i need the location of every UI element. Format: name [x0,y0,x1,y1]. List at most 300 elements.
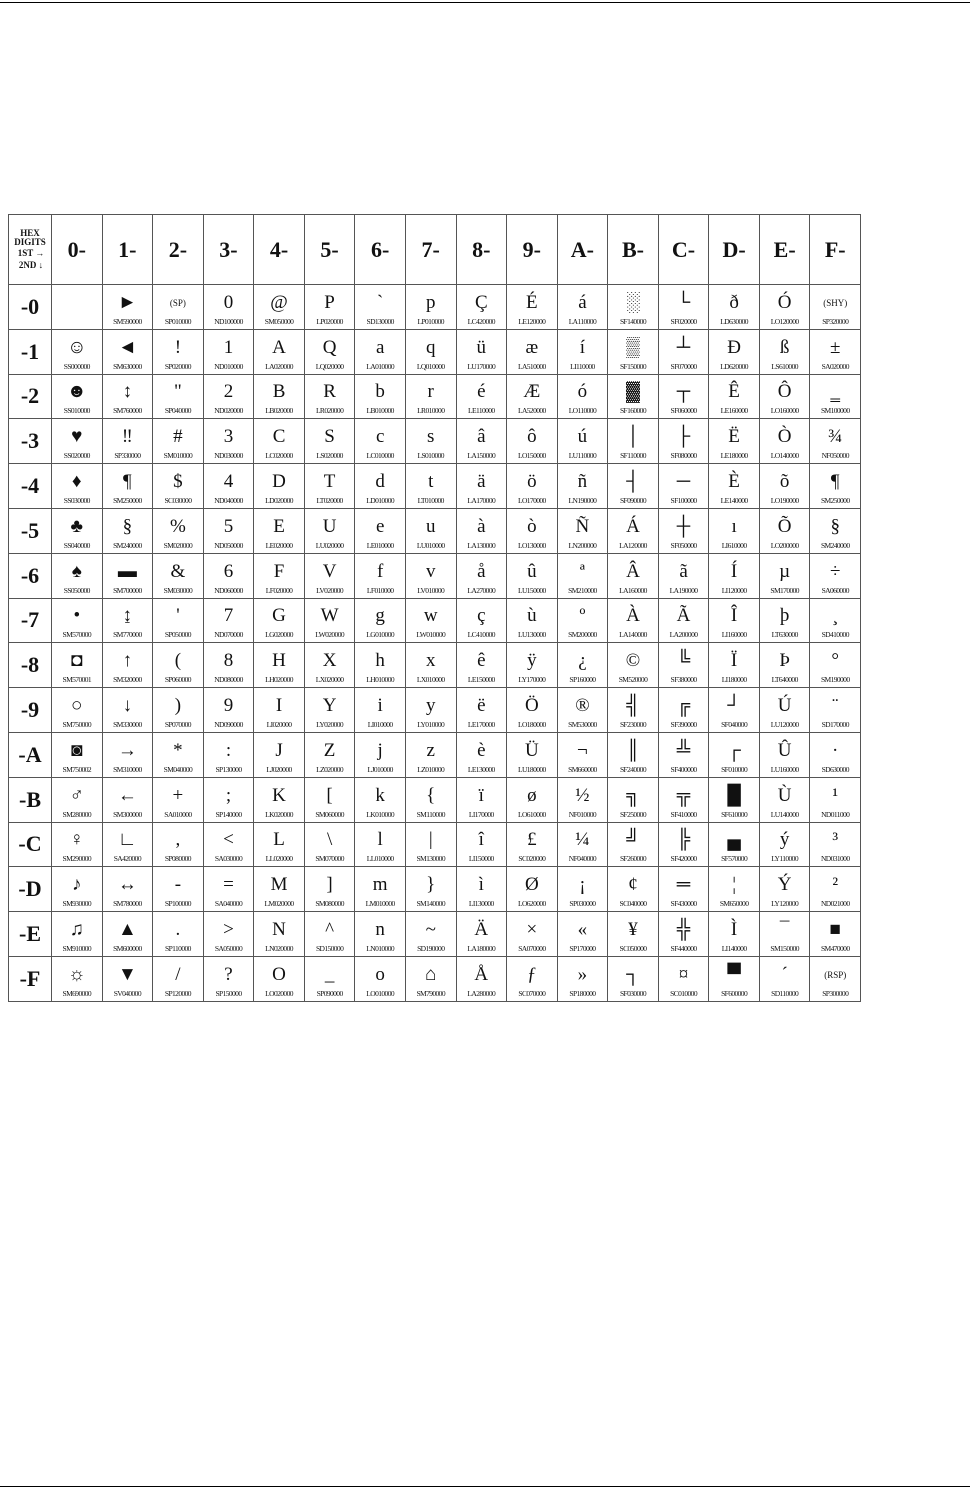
code-point-cell [608,777,659,822]
code-point-cell [304,822,355,867]
glyph-id-code: LE170000 [467,720,495,730]
table-row [9,688,861,733]
glyph: ‼ [121,426,133,448]
code-point-cell [355,822,406,867]
glyph: ◘ [71,650,83,672]
glyph: ê [477,650,486,672]
glyph: ¢ [628,874,638,896]
glyph: º [579,605,586,627]
code-point-cell [304,329,355,374]
glyph: ¯ [779,919,790,941]
glyph: ü [476,336,487,358]
glyph: ª [579,560,586,582]
glyph: ║ [626,739,640,761]
glyph-id-code: SM570000 [62,630,92,640]
glyph: ; [225,784,232,806]
glyph: E [273,515,285,537]
column-header: F- [810,215,861,285]
code-point-cell [355,285,406,330]
glyph-id-code: LJ010000 [367,764,393,774]
code-point-cell [759,419,810,464]
code-point-cell [254,867,305,912]
code-point-cell [759,285,810,330]
glyph-id-code: LE010000 [366,540,394,550]
glyph: ┴ [676,336,691,358]
glyph: Â [626,560,640,582]
glyph: ' [176,605,180,627]
code-point-cell [557,643,608,688]
code-point-cell [153,553,204,598]
glyph: Ä [474,919,489,941]
code-point-cell [102,777,153,822]
glyph: å [477,560,486,582]
code-point-cell [52,688,103,733]
code-point-cell [709,956,760,1001]
code-point-cell [304,553,355,598]
glyph-id-code: LB020000 [265,406,293,416]
glyph-id-code: LL010000 [366,854,394,864]
code-point-cell [759,822,810,867]
glyph-id-code: LE110000 [467,406,495,416]
code-point-cell [810,822,861,867]
code-point-cell [355,912,406,957]
glyph-id-code: SM130000 [416,854,445,864]
glyph-id-code: LO620000 [517,899,546,909]
glyph: \ [326,829,333,851]
code-point-cell [759,598,810,643]
glyph: ¨ [832,695,839,717]
glyph: â [477,426,486,448]
glyph-id-code: LU010000 [416,540,445,550]
code-point-cell [52,285,103,330]
glyph: ┐ [626,963,640,985]
glyph: i [377,695,383,717]
glyph: û [527,560,537,582]
table-row [9,285,861,330]
glyph-id-code: ND090000 [214,720,243,730]
code-point-cell [658,419,709,464]
code-point-cell [254,553,305,598]
code-point-cell [658,374,709,419]
code-point-cell [759,956,810,1001]
row-header: -5 [9,508,52,553]
glyph: Ò [777,426,792,448]
table-row [9,912,861,957]
glyph-id-code: SC010000 [670,988,697,998]
code-point-cell [608,374,659,419]
glyph-id-code: LK010000 [366,809,394,819]
glyph: ÷ [830,560,841,582]
glyph: @ [270,291,288,313]
glyph: A [272,336,286,358]
glyph: ! [174,336,182,358]
glyph: ▓ [626,381,640,403]
glyph: 0 [223,291,234,313]
glyph-id-code: SM040000 [163,764,193,774]
code-point-cell [254,508,305,553]
glyph: î [478,829,484,851]
glyph-id-code: SP040000 [164,406,191,416]
glyph: ■ [829,919,841,941]
code-point-cell [102,688,153,733]
glyph: ã [679,560,688,582]
glyph-id-code: SM570001 [62,675,92,685]
code-point-cell [557,508,608,553]
code-point-cell [709,598,760,643]
glyph: Z [323,739,336,761]
glyph-id-code: LD020000 [265,496,293,506]
code-point-cell [153,732,204,777]
glyph-id-code: SP300000 [822,988,849,998]
glyph: § [122,515,133,537]
code-point-cell [52,643,103,688]
glyph: ¿ [578,650,587,672]
code-point-cell [405,374,456,419]
glyph-id-code: LY170000 [518,675,546,685]
glyph: ı [731,515,737,537]
code-point-cell [52,508,103,553]
glyph-id-code: ND100000 [214,316,243,326]
code-point-cell [557,464,608,509]
code-point-cell [557,688,608,733]
glyph: Í [730,560,738,582]
code-point-cell [709,822,760,867]
glyph: + [172,784,184,806]
code-point-cell [810,464,861,509]
glyph: (RSP) [824,969,847,980]
glyph: ? [224,963,233,985]
glyph-id-code: SM190000 [820,675,850,685]
code-point-cell [153,374,204,419]
glyph-id-code: SS000000 [63,361,90,371]
glyph: é [477,381,486,403]
glyph: a [375,336,385,358]
glyph: ← [117,784,137,806]
code-point-cell [203,912,254,957]
glyph: È [728,471,740,493]
glyph-id-code: SM290000 [62,854,92,864]
glyph-id-code: LI610000 [721,540,747,550]
glyph: è [477,739,486,761]
glyph: ∟ [118,829,137,851]
glyph-id-code: SF440000 [670,944,697,954]
glyph-id-code: SP170000 [569,944,596,954]
code-point-cell [658,464,709,509]
code-point-cell [254,464,305,509]
code-point-cell [658,285,709,330]
glyph-id-code: LD620000 [720,361,748,371]
glyph: Ð [727,336,741,358]
code-point-cell [456,777,507,822]
code-point-cell [709,643,760,688]
code-point-cell [608,822,659,867]
code-point-cell [304,732,355,777]
table-row [9,374,861,419]
glyph-id-code: LE150000 [467,675,495,685]
code-point-cell [810,329,861,374]
code-point-cell [102,419,153,464]
glyph-id-code: SM320000 [113,675,142,685]
glyph: } [426,874,436,896]
glyph: Ý [777,874,792,896]
code-point-cell [203,329,254,374]
code-point-cell [355,598,406,643]
code-point-cell [709,508,760,553]
code-point-cell [608,508,659,553]
code-point-cell [456,285,507,330]
glyph-id-code: SS040000 [63,540,90,550]
code-point-cell [658,822,709,867]
code-point-cell [203,464,254,509]
glyph: ↓ [122,695,133,717]
glyph: ½ [575,784,590,806]
code-point-cell [810,732,861,777]
glyph-id-code: SM530000 [568,720,597,730]
glyph: Ê [728,381,740,403]
glyph-id-code: SM630000 [113,361,142,371]
code-point-cell [557,822,608,867]
glyph-id-code: LI120000 [721,585,747,595]
code-point-cell [759,777,810,822]
glyph: ƒ [527,963,537,985]
code-point-cell [507,643,558,688]
glyph: ─ [676,471,691,493]
code-point-cell [254,956,305,1001]
code-point-cell [102,822,153,867]
glyph: þ [779,605,790,627]
code-point-cell [405,956,456,1001]
glyph-id-code: LY010000 [417,720,445,730]
glyph: D [272,471,286,493]
glyph-id-code: SA020000 [821,361,849,371]
glyph: Ã [676,605,691,627]
glyph-id-code: SF080000 [670,451,697,461]
code-point-cell [658,508,709,553]
glyph: M [270,874,288,896]
code-point-cell [203,553,254,598]
code-point-cell [355,643,406,688]
glyph-id-code: LP010000 [417,316,444,326]
glyph-id-code: LO200000 [770,540,799,550]
glyph-id-code: LA510000 [517,361,546,371]
row-header: -9 [9,688,52,733]
glyph-id-code: SM080000 [315,899,344,909]
code-point-cell [709,464,760,509]
code-point-cell [507,553,558,598]
glyph: ┌ [727,739,741,761]
glyph-id-code: LC010000 [366,451,394,461]
glyph: J [275,739,283,761]
glyph: ñ [577,471,588,493]
glyph: Ø [524,874,539,896]
glyph-id-code: SS050000 [63,585,90,595]
glyph: ø [527,784,537,806]
code-point-cell [456,643,507,688]
glyph: ◄ [117,336,137,358]
glyph: µ [779,560,791,582]
glyph-id-code: SM060000 [315,809,344,819]
code-point-cell [102,956,153,1001]
glyph-id-code: LA180000 [467,944,496,954]
glyph-id-code: LK020000 [265,809,293,819]
code-point-cell [810,867,861,912]
glyph-id-code: LO150000 [517,451,546,461]
glyph: Î [730,605,738,627]
column-header: A- [557,215,608,285]
code-point-cell [810,598,861,643]
glyph-id-code: LU140000 [770,809,799,819]
glyph-id-code: LY020000 [316,720,344,730]
code-point-cell [709,553,760,598]
column-header: 0- [52,215,103,285]
glyph-id-code: SM240000 [113,540,142,550]
column-header: D- [709,215,760,285]
glyph-id-code: SM650000 [719,899,749,909]
glyph-id-code: LO010000 [366,988,394,998]
code-point-cell [507,508,558,553]
column-header: 2- [153,215,204,285]
glyph-id-code: LE120000 [518,316,546,326]
code-point-cell [456,464,507,509]
glyph-id-code: LU020000 [315,540,344,550]
glyph-id-code: SM210000 [568,585,597,595]
code-point-cell [102,867,153,912]
glyph: ú [577,426,588,448]
glyph: ⌂ [425,963,437,985]
glyph: W [320,605,339,627]
glyph: 6 [223,560,234,582]
code-point-cell [759,553,810,598]
glyph-id-code: SF390000 [670,720,697,730]
glyph-id-code: LA020000 [265,361,293,371]
glyph: ° [831,650,840,672]
glyph-id-code: LO140000 [770,451,799,461]
glyph: └ [676,291,691,313]
glyph-id-code: LU180000 [517,764,546,774]
glyph-id-code: SM140000 [416,899,445,909]
code-point-cell [405,867,456,912]
code-point-cell [254,822,305,867]
code-point-cell [658,329,709,374]
glyph: ♪ [72,874,82,896]
glyph: ▀ [727,963,741,985]
glyph-id-code: LO110000 [568,406,597,416]
glyph-id-code: LA130000 [467,540,496,550]
glyph-id-code: SM520000 [618,675,648,685]
glyph: ↔ [117,874,137,896]
glyph: & [170,560,186,582]
glyph: Û [777,739,792,761]
glyph-id-code: LM010000 [365,899,395,909]
glyph: ç [477,605,486,627]
glyph-id-code: LU120000 [770,720,799,730]
glyph-id-code: SF020000 [670,316,697,326]
glyph-id-code: LA270000 [467,585,496,595]
code-point-cell [304,419,355,464]
glyph: P [324,291,335,313]
glyph: (SP) [169,297,186,308]
glyph: │ [626,426,640,448]
column-header: 5- [304,215,355,285]
glyph: / [175,963,181,985]
glyph-id-code: LA110000 [568,316,597,326]
glyph-id-code: SP180000 [569,988,596,998]
code-point-cell [709,867,760,912]
glyph-id-code: LC020000 [265,451,293,461]
code-point-cell [304,912,355,957]
column-header: 9- [507,215,558,285]
glyph: Ó [777,291,792,313]
glyph-id-code: LI130000 [468,899,494,909]
glyph: ] [326,874,333,896]
code-point-cell [102,912,153,957]
code-point-cell [507,956,558,1001]
glyph: ═ [676,874,691,896]
glyph: , [175,829,181,851]
code-point-cell [203,822,254,867]
row-header: -F [9,956,52,1001]
code-point-cell [52,464,103,509]
code-point-cell [102,464,153,509]
code-point-cell [709,419,760,464]
code-point-cell [810,688,861,733]
glyph: ┤ [626,471,640,493]
code-point-cell [405,329,456,374]
glyph-id-code: SP080000 [164,854,191,864]
code-point-cell [709,777,760,822]
code-point-cell [203,285,254,330]
glyph: Æ [523,381,541,403]
glyph: ▲ [117,919,137,941]
glyph-id-code: LF020000 [265,585,293,595]
code-point-cell [810,643,861,688]
glyph: ¹ [832,784,839,806]
glyph-id-code: LZ010000 [417,764,445,774]
glyph-id-code: LE180000 [720,451,748,461]
code-point-cell [507,329,558,374]
code-point-cell [355,508,406,553]
code-point-cell [52,419,103,464]
glyph: F [273,560,285,582]
glyph-id-code: ND020000 [214,406,243,416]
hex-digits-title: HEX DIGITS [14,227,46,247]
code-point-cell [658,643,709,688]
glyph-id-code: LV010000 [417,585,445,595]
glyph-id-code: LO180000 [517,720,546,730]
code-point-cell [557,912,608,957]
glyph-id-code: SM240000 [820,540,850,550]
code-point-cell [456,419,507,464]
glyph: e [375,515,385,537]
glyph-id-code: SF380000 [670,675,697,685]
glyph-id-code: SM790000 [416,988,445,998]
glyph-id-code: SD130000 [366,316,394,326]
code-point-cell [153,508,204,553]
glyph-id-code: SF160000 [619,406,646,416]
code-point-cell [52,867,103,912]
code-point-cell [153,956,204,1001]
glyph: ♦ [71,471,82,493]
glyph-id-code: LN020000 [265,944,293,954]
glyph-id-code: SP020000 [164,361,191,371]
code-point-cell [254,329,305,374]
glyph-id-code: LU130000 [517,630,546,640]
code-point-cell [759,688,810,733]
glyph: § [830,515,840,537]
code-point-cell [658,956,709,1001]
glyph: ¶ [123,471,132,493]
glyph: S [324,426,335,448]
